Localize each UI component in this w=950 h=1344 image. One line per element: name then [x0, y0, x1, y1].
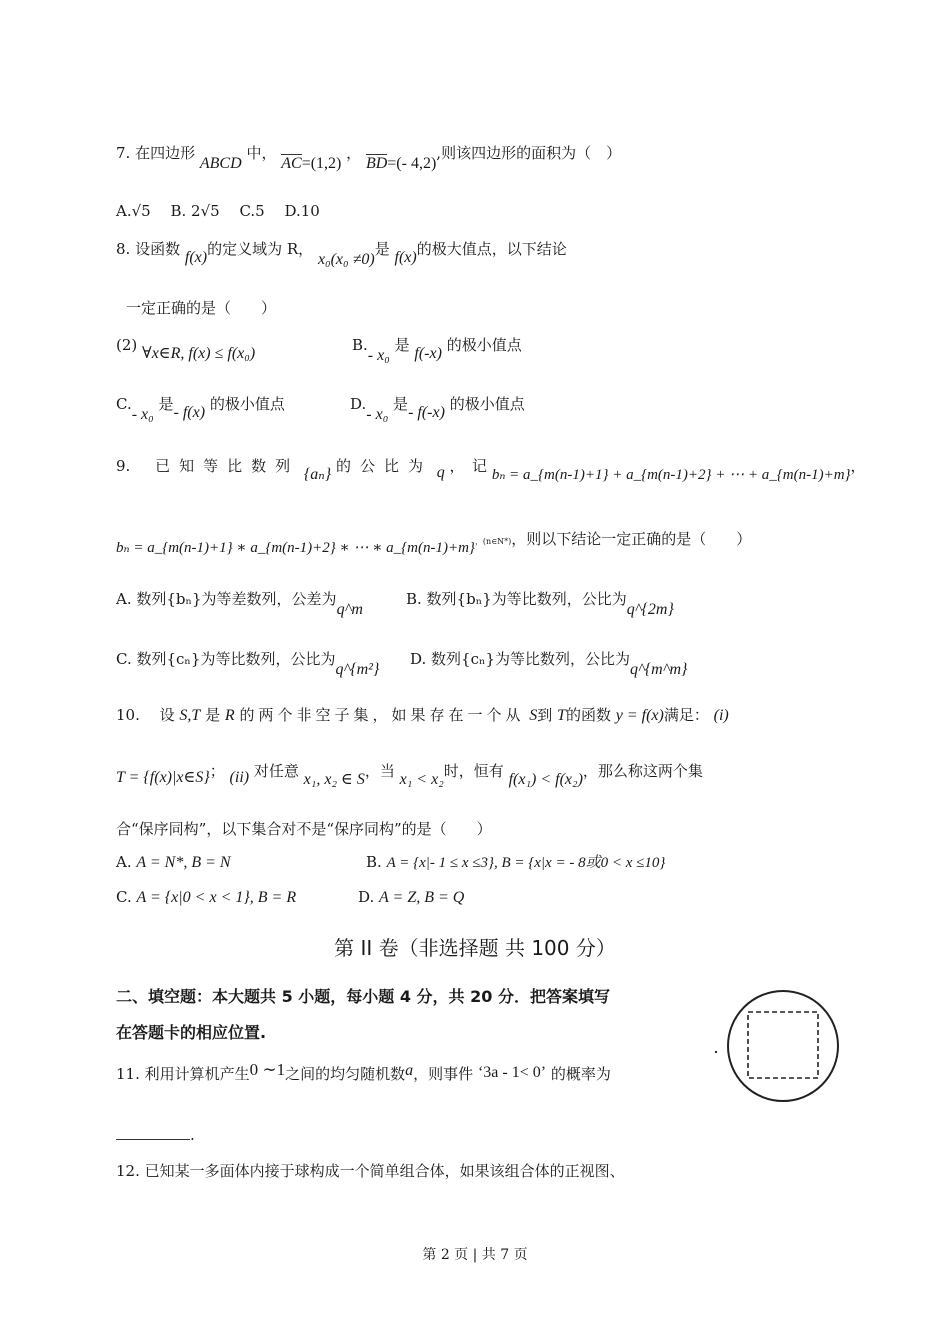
- q10-text-2b: 对任意: [253, 762, 299, 780]
- q7-text-b: 中，: [246, 144, 277, 162]
- q8-text-d: 的极大值点，以下结论: [416, 240, 567, 258]
- q10-option-b: [366, 851, 665, 874]
- q8-optd-math: - x₀: [366, 406, 389, 423]
- q12-stem: 12. 已知某一多面体内接于球构成一个简单组合体，如果该组合体的正视图、: [116, 1162, 625, 1180]
- sphere-figure: [712, 990, 844, 1102]
- q10-optb-label: B.: [366, 853, 382, 871]
- q7-options: A.√5 B. 2√5 C.5 D.10: [116, 202, 320, 220]
- q11-text-b: 之间的均匀随机数: [285, 1065, 406, 1083]
- q8-opta-label: (2): [116, 336, 138, 354]
- q9-q: q: [436, 464, 445, 481]
- q11-answer-line: [116, 1125, 190, 1140]
- q11-blank-end: .: [190, 1126, 195, 1144]
- q8-option-c: [116, 393, 285, 423]
- q9-option-b: [406, 588, 674, 618]
- q8-fx: f(x): [184, 249, 208, 266]
- figure-circle: [728, 991, 838, 1101]
- section-heading-line1: 二、填空题：本大题共 5 小题，每小题 4 分，共 20 分．把答案填写: [116, 987, 610, 1006]
- q10-optc-label: C.: [116, 888, 132, 906]
- q8-optb-tail: 的极小值点: [446, 336, 522, 354]
- q10-text-2a: ；: [209, 762, 225, 780]
- q10-text-d: 到: [537, 706, 553, 724]
- q8-text-b: 的定义域为 R，: [207, 240, 314, 258]
- q7-vec-bd: BD: [365, 155, 388, 172]
- q10-t: T: [557, 707, 566, 724]
- q7-comma: ，: [346, 144, 362, 162]
- q8-text-a: 8. 设函数: [116, 240, 181, 258]
- q7-vec-ac: AC: [281, 155, 302, 172]
- q9-an: {aₙ}: [303, 466, 332, 483]
- q8-option-b: [352, 334, 522, 364]
- q10-line2: [116, 760, 703, 788]
- q10-line3: 合“保序同构”，以下集合对不是“保序同构”的是（ ）: [116, 820, 492, 838]
- q9-optc-text: C. 数列{cₙ}为等比数列，公比为: [116, 650, 336, 668]
- q9-small-note: ，(n∈N*): [474, 537, 512, 546]
- q10-opta-math: A = N*, B = N: [136, 854, 231, 871]
- q8-x0: x₀(x₀ ≠0): [317, 251, 375, 268]
- q11-stem: [116, 1060, 611, 1086]
- q8-optc-mid: 是: [158, 395, 174, 413]
- section-title: 第 II 卷（非选择题 共 100 分）: [334, 936, 616, 960]
- q9-bn-sum: bₙ = a_{m(n-1)+1} + a_{m(n-1)+2} + ⋯ + a_{m(n-1)+m}: [491, 467, 851, 483]
- q7-quad: ABCD: [199, 155, 242, 172]
- q7-text-a: 7. 在四边形: [116, 144, 196, 162]
- q9-cn-prod: bₙ = a_{m(n-1)+1} ∗ a_{m(n-1)+2} ∗ ⋯ ∗ a_{m(n-1)+m}: [116, 540, 475, 556]
- section-heading-line2: 在答题卡的相应位置.: [116, 1023, 267, 1042]
- figure-dashed-square: [748, 1012, 818, 1078]
- q10-option-a: [116, 851, 231, 874]
- q11-event: ‘3a - 1< 0’: [477, 1064, 547, 1081]
- q7-stem: [116, 142, 622, 172]
- q11-a: a: [405, 1062, 414, 1079]
- q8-optc-label: C.: [116, 395, 132, 413]
- q10-optb-math: A = {x|- 1 ≤ x ≤3}, B = {x|x = - 8或0 < x ≤10}: [386, 855, 666, 871]
- q8-optc-tail: 的极小值点: [209, 395, 285, 413]
- q9-option-d: [410, 648, 688, 678]
- q8-line2: 一定正确的是（ ）: [126, 299, 277, 317]
- q8-optb-label: B.: [352, 336, 368, 354]
- q10-text-c: 的两个非空子集，如果存在一个从: [239, 706, 525, 724]
- q10-text-b: 是: [205, 706, 221, 724]
- q9-text-b: 的公比为: [335, 457, 432, 475]
- q10-text-e: 的函数: [565, 706, 611, 724]
- q10-line1: [116, 704, 836, 727]
- page-footer: 第 2 页 | 共 7 页: [422, 1247, 528, 1263]
- q8-optb-mid: 是: [394, 336, 410, 354]
- q10-fineq: f(x₁) < f(x₂): [508, 771, 583, 788]
- q9-optd-text: D. 数列{cₙ}为等比数列，公比为: [410, 650, 631, 668]
- q8-optb-math2: f(-x): [414, 345, 442, 362]
- q8-optd-math2: - f(-x): [408, 404, 445, 421]
- q10-ineq: x₁ < x₂: [399, 771, 444, 788]
- q9-tail-comma: ，: [850, 457, 866, 475]
- q10-set: T = {f(x)|x∈S}: [116, 769, 210, 786]
- q10-i: (i): [713, 707, 729, 724]
- q10-text-2d: 时，恒有: [443, 762, 504, 780]
- q8-opta-math: ∀x∈R, f(x) ≤ f(x₀): [142, 345, 256, 362]
- q8-optb-math: - x₀: [367, 347, 390, 364]
- q11-blank: [116, 1124, 195, 1146]
- q10-r: R: [224, 707, 235, 724]
- q9-optc-val: q^{m²}: [335, 661, 380, 678]
- q10-text-2c: ，当: [364, 762, 395, 780]
- q9-optb-val: q^{2m}: [626, 601, 674, 618]
- q9-line2: [116, 528, 752, 556]
- q10-optd-label: D.: [358, 888, 375, 906]
- q8-text-c: 是: [374, 240, 390, 258]
- q9-option-c: [116, 648, 380, 678]
- q9-stem: [116, 455, 866, 483]
- q9-optd-val: q^{m^m}: [630, 661, 688, 678]
- q11-text-c: ，则事件: [413, 1065, 474, 1083]
- q10-func: y = f(x): [615, 707, 664, 724]
- q8-fx-2: f(x): [394, 249, 417, 266]
- q10-optd-math: A = Z, B = Q: [379, 889, 465, 906]
- q10-optc-math: A = {x|0 < x < 1}, B = R: [136, 889, 297, 906]
- q9-text-c: ， 记: [449, 457, 488, 475]
- q8-option-a: [116, 334, 256, 362]
- q10-s: S: [529, 707, 538, 724]
- q9-option-a: [116, 588, 363, 618]
- q10-option-c: [116, 886, 296, 909]
- q10-ii: (ii): [229, 769, 250, 786]
- q9-opta-val: q^m: [336, 601, 363, 618]
- q8-optc-math2: - f(x): [173, 404, 206, 421]
- q11-text-a: 11. 利用计算机产生: [116, 1065, 250, 1083]
- q10-text-a: 10. 设: [116, 706, 175, 724]
- q9-text-d: ，则以下结论一定正确的是（ ）: [511, 530, 752, 548]
- q8-stem: [116, 238, 567, 268]
- q11-range: 0 ∼1: [249, 1060, 286, 1079]
- q10-st: S,T: [179, 707, 201, 724]
- q10-option-d: [358, 886, 464, 909]
- q7-val-bd: =(- 4,2): [387, 155, 437, 172]
- q8-optd-label: D.: [350, 395, 367, 413]
- q8-optd-mid: 是: [393, 395, 409, 413]
- q7-text-c: ,则该四边形的面积为（ ）: [436, 144, 622, 162]
- q8-optc-math: - x₀: [131, 406, 154, 423]
- q11-text-d: 的概率为: [550, 1065, 611, 1083]
- figure-dot: [715, 1051, 717, 1053]
- q7-val-ac: =(1,2): [301, 155, 342, 172]
- q10-text-f: 满足：: [663, 706, 709, 724]
- q9-num: 9.: [116, 457, 131, 475]
- q9-optb-text: B. 数列{bₙ}为等比数列，公比为: [406, 590, 627, 608]
- q9-text-a: 已知等比数列: [155, 457, 300, 475]
- q10-text-2e: ，那么称这两个集: [582, 762, 703, 780]
- q9-opta-text: A. 数列{bₙ}为等差数列，公差为: [116, 590, 337, 608]
- q10-x12: x₁, x₂ ∈ S: [303, 771, 365, 788]
- q8-option-d: [350, 393, 525, 423]
- q8-optd-tail: 的极小值点: [449, 395, 525, 413]
- q10-opta-label: A.: [116, 853, 132, 871]
